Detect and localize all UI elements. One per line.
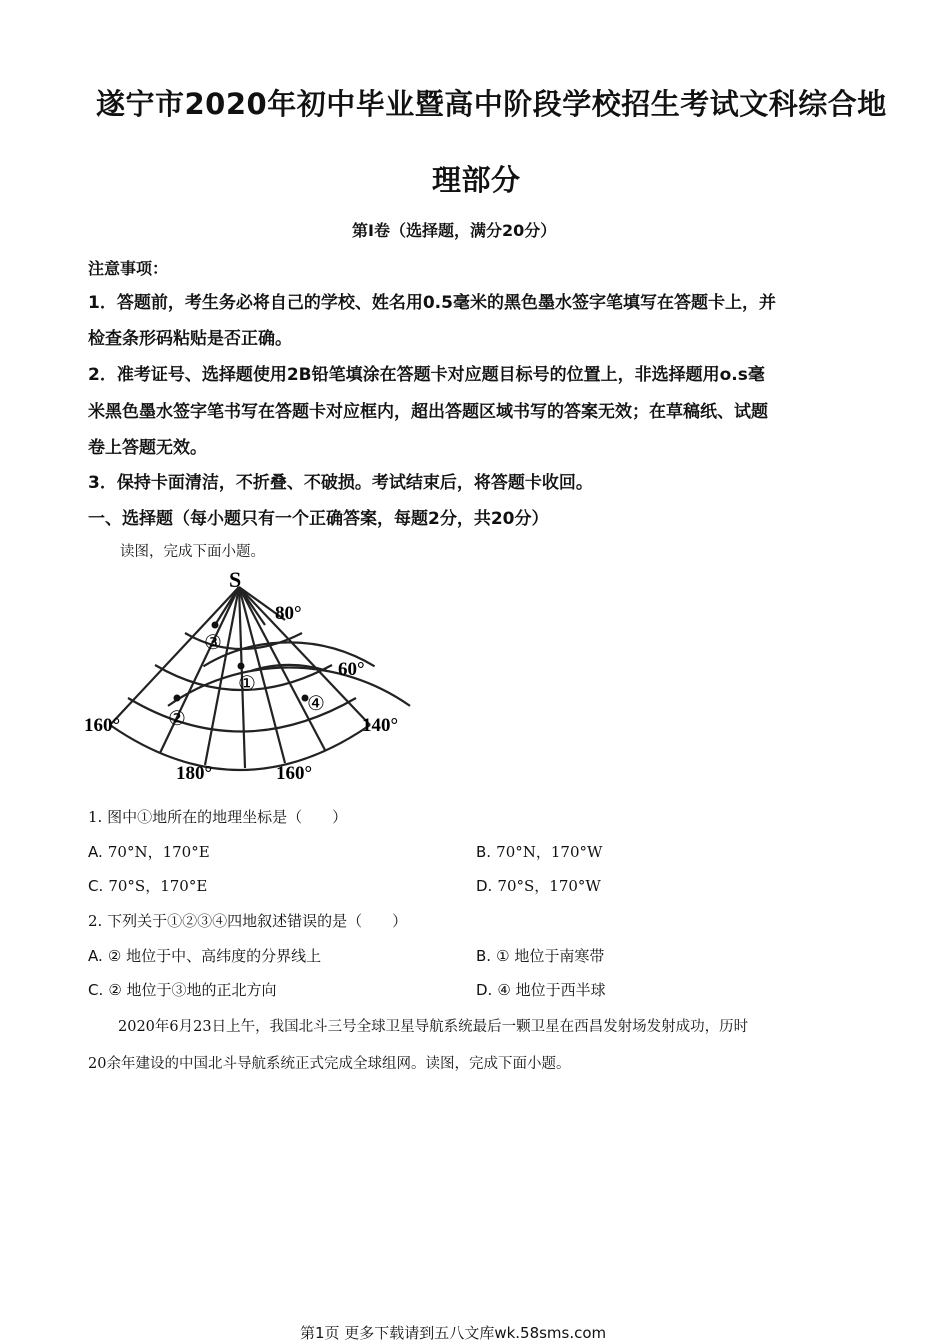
lon-140w-label: 140° <box>362 715 399 736</box>
page-title-line2: 理部分 <box>432 163 521 197</box>
q2-option-a-text: ② 地位于中、高纬度的分界线上 <box>107 947 322 965</box>
q2-stem: 2. 下列关于①②③④四地叙述错误的是（ ） <box>88 912 408 930</box>
meridian-160e <box>110 587 239 725</box>
lat-60-label: 60° <box>338 659 365 680</box>
q1-option-a-label: A. <box>88 843 103 861</box>
point-3-label: ③ <box>204 632 222 654</box>
q1-option-d-label: D. <box>476 877 493 895</box>
q2-option-c[interactable] <box>88 979 277 1000</box>
q1-option-c[interactable] <box>88 875 207 896</box>
notes-heading: 注意事项： <box>88 259 169 278</box>
q1-option-b[interactable] <box>476 841 602 862</box>
point-2-label: ② <box>168 708 186 730</box>
latitude-60-arc <box>168 668 410 706</box>
q2-option-a-label: A. <box>88 947 103 965</box>
q2-option-d-label: D. <box>476 981 493 999</box>
q2-option-b-text: ① 地位于南寒带 <box>496 947 605 965</box>
lon-180-label: 180° <box>176 763 213 784</box>
meridian-140w <box>239 587 370 725</box>
q2-option-b[interactable] <box>476 945 604 966</box>
note-1-line1: 1．答题前，考生务必将自己的学校、姓名用0.5毫米的黑色墨水签字笔填写在答题卡上，并 <box>88 293 776 313</box>
q2-option-c-label: C. <box>88 981 104 999</box>
point-4-label: ④ <box>307 693 325 715</box>
lat-80-label: 80° <box>275 603 302 624</box>
page-footer: 第1页 更多下载请到五八文库wk.58sms.com <box>300 1324 607 1342</box>
q2-option-d-text: ④ 地位于西半球 <box>497 981 606 999</box>
note-2-line1: 2．准考证号、选择题使用2B铅笔填涂在答题卡对应题目标号的位置上，非选择题用o.s毫 <box>88 365 765 385</box>
note-2-line3: 卷上答题无效。 <box>88 438 207 458</box>
polar-map <box>80 565 420 785</box>
passage-line2: 20余年建设的中国北斗导航系统正式完成全球组网。读图，完成下面小题。 <box>88 1056 571 1072</box>
q1-option-c-label: C. <box>88 877 104 895</box>
q1-stem: 1. 图中①地所在的地理坐标是（ ） <box>88 808 348 826</box>
pole-label: S <box>229 567 242 592</box>
lon-160e-label: 160° <box>84 715 121 736</box>
point-1-dot <box>238 663 245 670</box>
page-title-line1: 遂宁市2020年初中毕业暨高中阶段学校招生考试文科综合地 <box>96 87 887 121</box>
point-1-label: ① <box>238 673 256 695</box>
q2-option-c-text: ② 地位于③地的正北方向 <box>108 981 277 999</box>
q1-option-b-label: B. <box>476 843 492 861</box>
section-heading: 第I卷（选择题，满分20分） <box>352 221 557 240</box>
q1-option-b-text: 70°N，170°W <box>496 843 603 861</box>
note-2-line2: 米黑色墨水签字笔书写在答题卡对应框内，超出答题区域书写的答案无效；在草稿纸、试题 <box>88 402 768 422</box>
note-3: 3．保持卡面清洁，不折叠、不破损。考试结束后，将答题卡收回。 <box>88 473 593 493</box>
point-3-dot <box>212 622 219 629</box>
note-1-line2: 检查条形码粘贴是否正确。 <box>88 329 292 349</box>
lon-160w-label: 160° <box>276 763 313 784</box>
q1-option-d-text: 70°S，170°W <box>497 877 601 895</box>
q1-option-c-text: 70°S，170°E <box>108 877 208 895</box>
q1-option-a-text: 70°N，170°E <box>107 843 210 861</box>
part1-heading: 一、选择题（每小题只有一个正确答案，每题2分，共20分） <box>88 509 549 529</box>
q2-option-a[interactable] <box>88 945 321 966</box>
part1-intro: 读图，完成下面小题。 <box>120 544 265 560</box>
q2-option-b-label: B. <box>476 947 492 965</box>
passage-line1: 2020年6月23日上午，我国北斗三号全球卫星导航系统最后一颗卫星在西昌发射场发射成功，历时 <box>118 1019 749 1035</box>
q1-option-d[interactable] <box>476 875 601 896</box>
point-2-dot <box>174 695 181 702</box>
q2-option-d[interactable] <box>476 979 606 1000</box>
q1-option-a[interactable] <box>88 841 210 862</box>
